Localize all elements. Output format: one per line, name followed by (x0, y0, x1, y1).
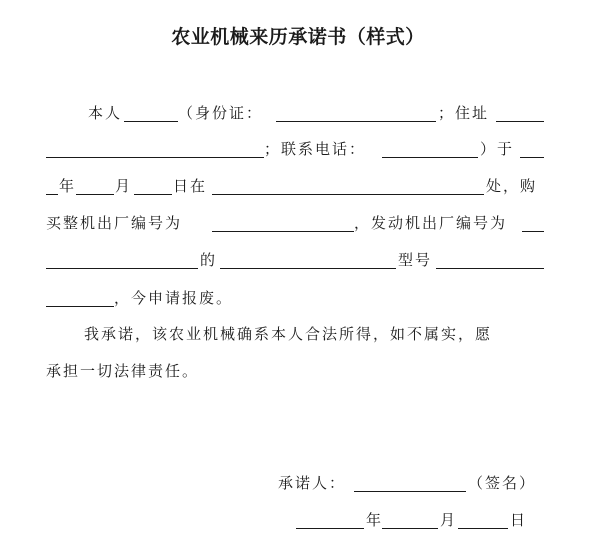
scrap-application-text: ，今申请报废。 (114, 289, 234, 307)
year-label: 年 (59, 177, 77, 195)
statement-line-2 (0, 137, 596, 161)
engine-serial-blank-1[interactable] (522, 231, 544, 232)
day-blank[interactable] (134, 194, 172, 195)
machine-serial-blank[interactable] (212, 231, 354, 232)
machine-serial-label: 买整机出厂编号为 (46, 214, 183, 232)
year-blank-1[interactable] (520, 157, 544, 158)
engine-serial-blank-2[interactable] (46, 268, 198, 269)
address-label: ；住址 (438, 104, 490, 122)
statement-line-6 (0, 286, 596, 310)
sign-note: （签名） (468, 474, 537, 492)
month-blank[interactable] (76, 194, 114, 195)
statement-line-4 (0, 211, 596, 235)
model-label: 型号 (398, 251, 433, 269)
engine-serial-label: ，发动机出厂编号为 (354, 214, 508, 232)
signature-line (0, 471, 596, 495)
statement-line-3 (0, 174, 596, 198)
statement-line-1 (0, 101, 596, 125)
id-card-label: （身份证： (178, 104, 264, 122)
model-blank-1[interactable] (436, 268, 544, 269)
model-blank-2[interactable] (46, 306, 114, 307)
day-at-label: 日在 (173, 177, 208, 195)
brand-blank[interactable] (220, 268, 396, 269)
on-date-label: ）于 (480, 140, 515, 158)
promise-line-2 (0, 359, 596, 383)
of-label: 的 (200, 251, 218, 269)
statement-line-5 (0, 248, 596, 272)
sign-year-blank[interactable] (296, 528, 364, 529)
promisor-label: 承诺人： (278, 474, 347, 492)
promise-text-2: 承担一切法律责任。 (46, 362, 200, 380)
year-blank-2[interactable] (46, 194, 58, 195)
address-blank-1[interactable] (496, 121, 544, 122)
address-blank-2[interactable] (46, 157, 264, 158)
sign-month-blank[interactable] (382, 528, 438, 529)
sign-day-label: 日 (510, 511, 528, 529)
self-label: 本人 (88, 104, 123, 122)
month-label: 月 (115, 177, 133, 195)
purchase-place-blank[interactable] (212, 194, 484, 195)
sign-month-label: 月 (440, 511, 458, 529)
promise-text-1: 我承诺，该农业机械确系本人合法所得，如不属实，愿 (84, 325, 493, 343)
sign-year-label: 年 (366, 511, 384, 529)
purchase-suffix: 处，购 (486, 177, 538, 195)
name-blank[interactable] (124, 121, 178, 122)
phone-blank[interactable] (382, 157, 478, 158)
document-title: 农业机械来历承诺书（样式） (171, 26, 425, 48)
id-card-blank[interactable] (276, 121, 436, 122)
promise-line-1 (0, 322, 596, 346)
phone-label: ；联系电话： (264, 140, 367, 158)
signature-blank[interactable] (354, 491, 466, 492)
sign-day-blank[interactable] (458, 528, 508, 529)
signature-date-line (0, 508, 596, 532)
